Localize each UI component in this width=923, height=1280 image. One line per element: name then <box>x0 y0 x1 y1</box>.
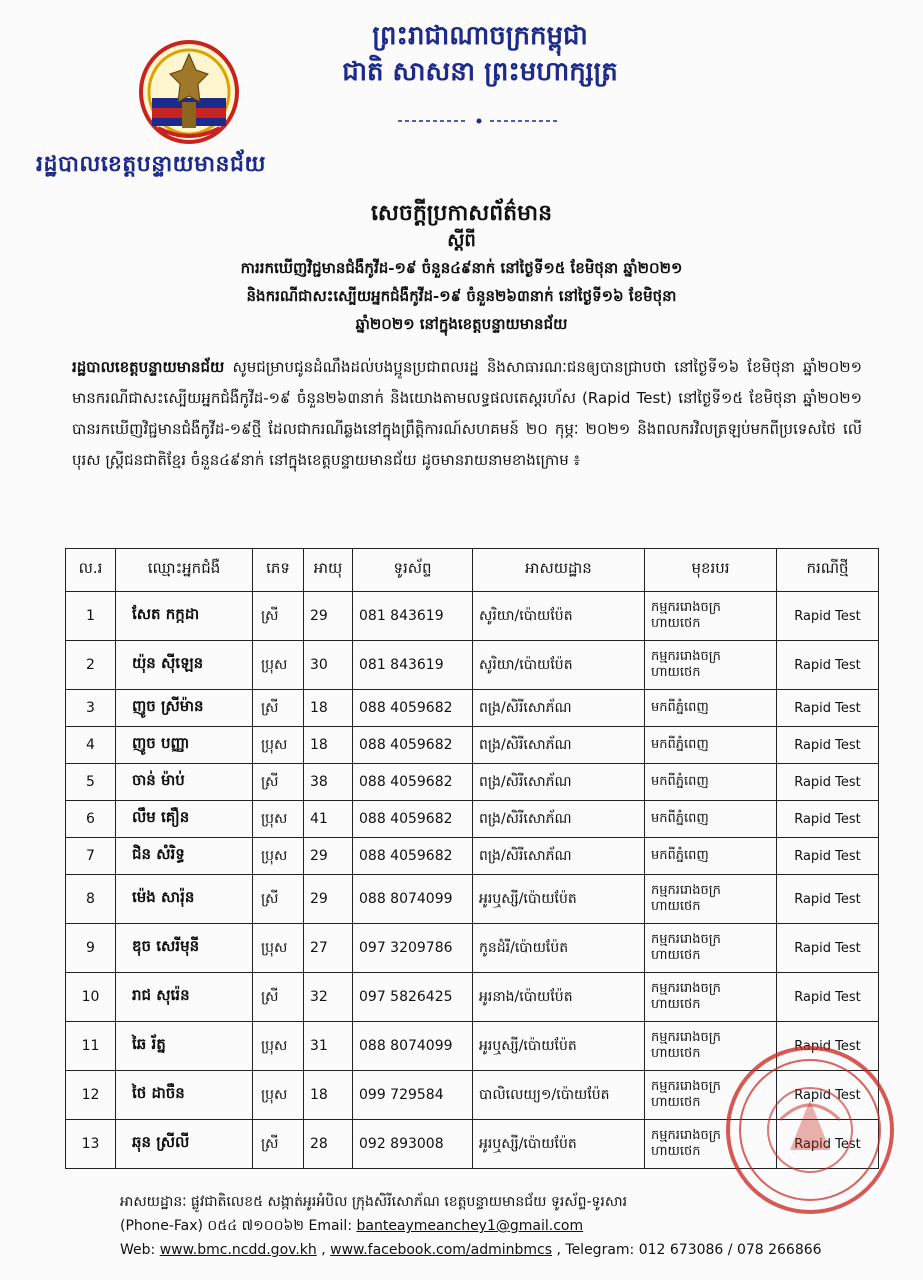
title-sub: ស្តីពី <box>447 230 476 251</box>
cell-occupation: កម្មកររោងចក្រ ហាយថេក <box>645 641 777 690</box>
cell-no: 6 <box>66 801 116 838</box>
footer-phone-fax: (Phone-Fax) ០៥៤ ៧១០០៦២ Email: <box>120 1218 357 1234</box>
cell-phone: 088 4059682 <box>353 690 473 727</box>
cell-address: ពង្រ/សិរីសោភ័ណ <box>473 764 645 801</box>
table-row <box>66 875 879 924</box>
cell-phone: 088 4059682 <box>353 838 473 875</box>
cell-age: 29 <box>304 592 353 641</box>
cell-occupation: កម្មកររោងចក្រ ហាយថេក <box>645 973 777 1022</box>
cell-case: Rapid Test <box>777 641 879 690</box>
cell-occupation: កម្មកររោងចក្រ ហាយថេក <box>645 1120 777 1169</box>
cell-no: 7 <box>66 838 116 875</box>
kingdom-motto <box>300 18 660 90</box>
cell-phone: 097 3209786 <box>353 924 473 973</box>
cell-sex: ប្រុស <box>253 924 304 973</box>
table-row <box>66 1071 879 1120</box>
col-header-occupation: មុខរបរ <box>645 549 777 592</box>
cell-occupation: កម្មកររោងចក្រ ហាយថេក <box>645 592 777 641</box>
cell-phone: 088 4059682 <box>353 801 473 838</box>
cell-sex: ប្រុស <box>253 801 304 838</box>
table-row <box>66 973 879 1022</box>
cell-age: 27 <box>304 924 353 973</box>
cell-age: 32 <box>304 973 353 1022</box>
cell-no: 9 <box>66 924 116 973</box>
cell-age: 38 <box>304 764 353 801</box>
cell-phone: 099 729584 <box>353 1071 473 1120</box>
col-header-case: ករណីថ្មី <box>777 549 879 592</box>
col-header-no: ល.រ <box>66 549 116 592</box>
cell-phone: 088 8074099 <box>353 1022 473 1071</box>
cell-occupation: មកពីភ្នំពេញ <box>645 690 777 727</box>
title-line-1: ការរកឃើញវិជ្ជមានជំងឺកូវីដ-១៩ ចំនួន៤៩នាក់ នៅថ្ងៃទី១៥ ខែមិថុនា ឆ្នាំ២០២១ <box>240 259 683 277</box>
cell-case: Rapid Test <box>777 838 879 875</box>
cell-address: អូរឬស្សី/ប៉ោយប៉ែត <box>473 1022 645 1071</box>
cell-case: Rapid Test <box>777 592 879 641</box>
intro-paragraph <box>72 352 862 476</box>
cell-no: 12 <box>66 1071 116 1120</box>
table-row <box>66 924 879 973</box>
table-row <box>66 1120 879 1169</box>
footer-sep: , <box>316 1242 331 1258</box>
table-row <box>66 690 879 727</box>
col-header-address: អាសយដ្ឋាន <box>473 549 645 592</box>
patients-table <box>65 548 879 1169</box>
title-line-2: និងករណីជាសះស្បើយអ្នកជំងឺកូវីដ-១៩ ចំនួន២៦៣នាក់ នៅថ្ងៃទី១៦ ខែមិថុនា <box>246 287 677 305</box>
cell-case: Rapid Test <box>777 1120 879 1169</box>
cell-age: 41 <box>304 801 353 838</box>
cell-occupation: កម្មកររោងចក្រ ហាយថេក <box>645 875 777 924</box>
cell-no: 1 <box>66 592 116 641</box>
cell-no: 3 <box>66 690 116 727</box>
cell-name: លឹម គឿន <box>116 801 253 838</box>
cell-case: Rapid Test <box>777 875 879 924</box>
cell-name: ថៃ ដាចឺន <box>116 1071 253 1120</box>
cell-sex: ស្រី <box>253 1120 304 1169</box>
cell-age: 30 <box>304 641 353 690</box>
cell-name: សែត កក្កដា <box>116 592 253 641</box>
province-admin-heading: រដ្ឋបាលខេត្តបន្ទាយមានជ័យ <box>36 151 266 177</box>
cell-occupation: មកពីភ្នំពេញ <box>645 801 777 838</box>
ornament-divider-icon <box>398 118 560 124</box>
cell-age: 29 <box>304 838 353 875</box>
cell-no: 11 <box>66 1022 116 1071</box>
cell-no: 4 <box>66 727 116 764</box>
cell-sex: ប្រុស <box>253 1071 304 1120</box>
cell-no: 10 <box>66 973 116 1022</box>
cell-age: 28 <box>304 1120 353 1169</box>
cell-address: សូរិយា/ប៉ោយប៉ែត <box>473 592 645 641</box>
cell-phone: 097 5826425 <box>353 973 473 1022</box>
intro-lead: រដ្ឋបាលខេត្តបន្ទាយមានជ័យ <box>72 358 225 376</box>
cell-occupation: កម្មកររោងចក្រ ហាយថេក <box>645 1022 777 1071</box>
cell-address: សូរិយា/ប៉ោយប៉ែត <box>473 641 645 690</box>
cell-address: ពង្រ/សិរីសោភ័ណ <box>473 801 645 838</box>
cell-no: 5 <box>66 764 116 801</box>
cell-occupation: មកពីភ្នំពេញ <box>645 838 777 875</box>
footer-facebook-link[interactable]: www.facebook.com/adminbmcs <box>330 1242 553 1258</box>
cell-phone: 088 8074099 <box>353 875 473 924</box>
cell-name: ជិន សំរិទ្ធ <box>116 838 253 875</box>
cell-age: 29 <box>304 875 353 924</box>
cell-no: 8 <box>66 875 116 924</box>
cell-address: បាលិលេយ្យ១/ប៉ោយប៉ែត <box>473 1071 645 1120</box>
cell-sex: ស្រី <box>253 690 304 727</box>
cell-case: Rapid Test <box>777 801 879 838</box>
footer-contact <box>120 1190 890 1262</box>
footer-website-link[interactable]: www.bmc.ncdd.gov.kh <box>159 1242 317 1258</box>
cell-address: ពង្រ/សិរីសោភ័ណ <box>473 838 645 875</box>
col-header-age: អាយុ <box>304 549 353 592</box>
cell-occupation: កម្មកររោងចក្រ ហាយថេក <box>645 924 777 973</box>
col-header-phone: ទូរស័ព្ទ <box>353 549 473 592</box>
title-main: សេចក្តីប្រកាសព័ត៌មាន <box>370 200 553 226</box>
cell-occupation: មកពីភ្នំពេញ <box>645 764 777 801</box>
cell-name: ចាន់ ម៉ាប់ <box>116 764 253 801</box>
nation-religion-king: ជាតិ សាសនា ព្រះមហាក្សត្រ <box>342 57 618 87</box>
kingdom-title: ព្រះរាជាណាចក្រកម្ពុជា <box>372 21 588 51</box>
cell-case: Rapid Test <box>777 924 879 973</box>
announcement-title <box>40 198 883 338</box>
footer-web-label: Web: <box>120 1242 160 1258</box>
table-row <box>66 641 879 690</box>
provincial-emblem-icon <box>138 40 240 148</box>
cell-age: 18 <box>304 1071 353 1120</box>
table-header-row <box>66 549 879 592</box>
cell-name: ឆៃ រ័ត្ន <box>116 1022 253 1071</box>
footer-address: អាសយដ្ឋានៈ ផ្លូវជាតិលេខ៥ សង្កាត់អូរអំបិល ក្រុងសិរីសោភ័ណ ខេត្តបន្ទាយមានជ័យ ទូរស័ព្ទ-ទូរសារ <box>120 1194 628 1210</box>
cell-sex: ស្រី <box>253 764 304 801</box>
cell-address: អូរឬស្សី/ប៉ោយប៉ែត <box>473 1120 645 1169</box>
cell-address: ពង្រ/សិរីសោភ័ណ <box>473 727 645 764</box>
cell-occupation: កម្មកររោងចក្រ ហាយថេក <box>645 1071 777 1120</box>
cell-sex: ប្រុស <box>253 727 304 764</box>
cell-age: 31 <box>304 1022 353 1071</box>
cell-case: Rapid Test <box>777 690 879 727</box>
cell-sex: ប្រុស <box>253 838 304 875</box>
cell-case: Rapid Test <box>777 727 879 764</box>
cell-address: អូរនាង/ប៉ោយប៉ែត <box>473 973 645 1022</box>
table-row <box>66 838 879 875</box>
cell-name: ឆុន ស្រីលី <box>116 1120 253 1169</box>
intro-text: សូមជម្រាបជូនដំណឹងដល់បងប្អូនប្រជាពលរដ្ឋ និងសាធារណៈជនឲ្យបានជ្រាបថា នៅថ្ងៃទី១៦ ខែមិថុនា ឆ្នាំ២០២១ មានករណីជាសះស្បើយអ្នកជំងឺកូវីដ-១៩ ចំនួន២៦៣នាក់ និងយោងតាមលទ្ធផលតេស្តរហ័ស (Rapid Test) នៅថ្ងៃទី១៥ ខែមិថុនា ឆ្នាំ២០២១ បានរកឃើញវិជ្ជមានជំងឺកូវីដ-១៩ថ្មី ដែលជាករណីឆ្លងនៅក្នុងព្រឹត្តិការណ៍សហគមន៍ ២០ កុម្ភៈ ២០២១ និងពលករវិលត្រឡប់មកពីប្រទេសថៃ លើបុរស ស្ត្រីជនជាតិខ្មែរ ចំនួន៤៩នាក់ នៅក្នុងខេត្តបន្ទាយមានជ័យ ដូចមានរាយនាមខាងក្រោម ៖ <box>72 358 862 469</box>
table-row <box>66 727 879 764</box>
cell-occupation: មកពីភ្នំពេញ <box>645 727 777 764</box>
cell-name: ឌុច សេរីមុនី <box>116 924 253 973</box>
cell-phone: 088 4059682 <box>353 764 473 801</box>
cell-address: ពង្រ/សិរីសោភ័ណ <box>473 690 645 727</box>
cell-sex: ស្រី <box>253 973 304 1022</box>
cell-no: 2 <box>66 641 116 690</box>
table-row <box>66 592 879 641</box>
cell-sex: ស្រី <box>253 875 304 924</box>
col-header-sex: ភេទ <box>253 549 304 592</box>
cell-name: ញូច ស្រីម៉ាន <box>116 690 253 727</box>
footer-web-line <box>120 1238 890 1262</box>
cell-sex: ប្រុស <box>253 1022 304 1071</box>
col-header-name: ឈ្មោះអ្នកជំងឺ <box>116 549 253 592</box>
cell-case: Rapid Test <box>777 973 879 1022</box>
cell-case: Rapid Test <box>777 1022 879 1071</box>
title-line-3: ឆ្នាំ២០២១ នៅក្នុងខេត្តបន្ទាយមានជ័យ <box>355 315 568 333</box>
cell-name: ញូច បញ្ញា <box>116 727 253 764</box>
cell-phone: 081 843619 <box>353 641 473 690</box>
table-row <box>66 764 879 801</box>
cell-name: ម៉េង សារ៉ុន <box>116 875 253 924</box>
cell-no: 13 <box>66 1120 116 1169</box>
cell-age: 18 <box>304 727 353 764</box>
cell-phone: 088 4059682 <box>353 727 473 764</box>
footer-telegram: , Telegram: 012 673086 / 078 266866 <box>552 1242 822 1258</box>
table-row <box>66 801 879 838</box>
cell-name: រាជ សុរ៉េន <box>116 973 253 1022</box>
cell-address: អូរឬស្សី/ប៉ោយប៉ែត <box>473 875 645 924</box>
cell-sex: ស្រី <box>253 592 304 641</box>
cell-phone: 081 843619 <box>353 592 473 641</box>
cell-age: 18 <box>304 690 353 727</box>
cell-sex: ប្រុស <box>253 641 304 690</box>
footer-phone-email-line <box>120 1214 890 1238</box>
footer-email-link[interactable]: banteaymeanchey1@gmail.com <box>356 1218 584 1234</box>
table-row <box>66 1022 879 1071</box>
cell-name: យ៉ុន ស៊ីឡេន <box>116 641 253 690</box>
cell-phone: 092 893008 <box>353 1120 473 1169</box>
cell-address: កូនដំរី/ប៉ោយប៉ែត <box>473 924 645 973</box>
cell-case: Rapid Test <box>777 1071 879 1120</box>
cell-case: Rapid Test <box>777 764 879 801</box>
